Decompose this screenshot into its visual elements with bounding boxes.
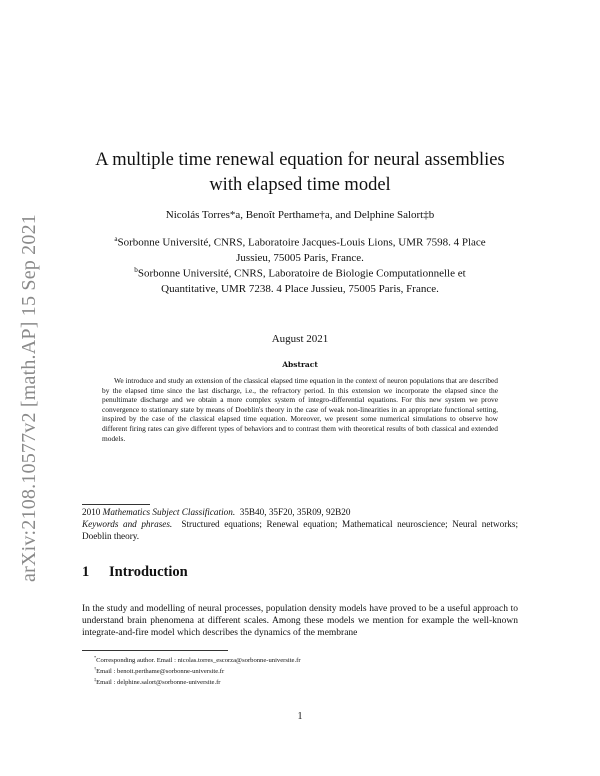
date: August 2021 — [271, 333, 329, 345]
abstract-heading: Abstract — [282, 360, 318, 369]
paper-title — [0, 148, 600, 198]
affiliation-line: Jussieu, 75005 Paris, France. — [236, 252, 364, 265]
footnote-mark: ‡ — [94, 677, 97, 682]
footnote-text: Email : benoit.perthame@sorbonne-universite.fr — [96, 668, 225, 676]
footnote-mark: * — [94, 655, 97, 660]
body-text: In the study and modelling of neural processes, population density models have proved to be a useful approach to understand brain phenomena at different scales. Among these models we mention for example the well-known integrate-and-fire model which describes the dynamics of the membrane — [82, 604, 518, 639]
footnote-mark: † — [94, 666, 97, 671]
arxiv-stamp: arXiv:2108.10577v2 [math.AP] 15 Sep 2021 — [18, 214, 40, 582]
section-title: Introduction — [109, 564, 188, 580]
keywords — [82, 518, 518, 542]
affiliation-a — [0, 232, 600, 267]
footnote-text: Corresponding author. Email : nicolas.torres_escorza@sorbonne-universite.fr — [96, 657, 301, 665]
affiliation-mark: a — [114, 235, 118, 243]
affiliation-b — [0, 263, 600, 298]
msc-year: 2010 — [82, 507, 101, 517]
msc-line — [82, 506, 518, 518]
affiliation-line: Quantitative, UMR 7238. 4 Place Jussieu, 75005 Paris, France. — [161, 283, 439, 296]
affiliation-line: Sorbonne Université, CNRS, Laboratoire Jacques-Louis Lions, UMR 7598. 4 Place — [117, 236, 486, 249]
msc-label: Mathematics Subject Classification. — [102, 507, 236, 517]
abstract-text: We introduce and study an extension of the classical elapsed time equation in the context of neuron populations that are described by the elapsed time since the last discharge, i.e., the refractory period. In this extension we incorporate the elapsed since the penultimate discharge and we obtain a more complex system of integro-differential equations. For this new system we prove convergence to stationary state by means of Doeblin's theory in the case of weak non-linearities in an appropriate functional setting, inspired by the case of the classical elapsed time equation. Moreover, we present some numerical simulations to observe how different firing rates can give different types of behaviors and to contrast them with theoretical results of both classical and extended models. — [102, 376, 498, 443]
msc-codes: 35B40, 35F20, 35R09, 92B20 — [239, 507, 351, 517]
footnote-divider — [82, 650, 228, 651]
page-number: 1 — [297, 711, 303, 722]
keywords-label: Keywords and phrases. — [82, 519, 173, 529]
keywords-text: Structured equations; Renewal equation; Mathematical neuroscience; Neural networks; Doeblin theory. — [82, 519, 518, 541]
title-line: A multiple time renewal equation for neural assemblies — [95, 150, 505, 170]
divider — [82, 504, 150, 505]
footnote — [94, 675, 221, 689]
title-line: with elapsed time model — [209, 175, 391, 195]
footnote-text: Email : delphine.salort@sorbonne-universite.fr — [96, 679, 221, 687]
affiliation-line: Sorbonne Université, CNRS, Laboratoire de Biologie Computationnelle et — [137, 267, 466, 280]
section-number: 1 — [82, 564, 90, 580]
affiliation-mark: b — [134, 266, 138, 274]
authors: Nicolás Torres*a, Benoît Perthame†a, and Delphine Salort‡b — [165, 209, 435, 221]
section-heading — [82, 564, 188, 581]
